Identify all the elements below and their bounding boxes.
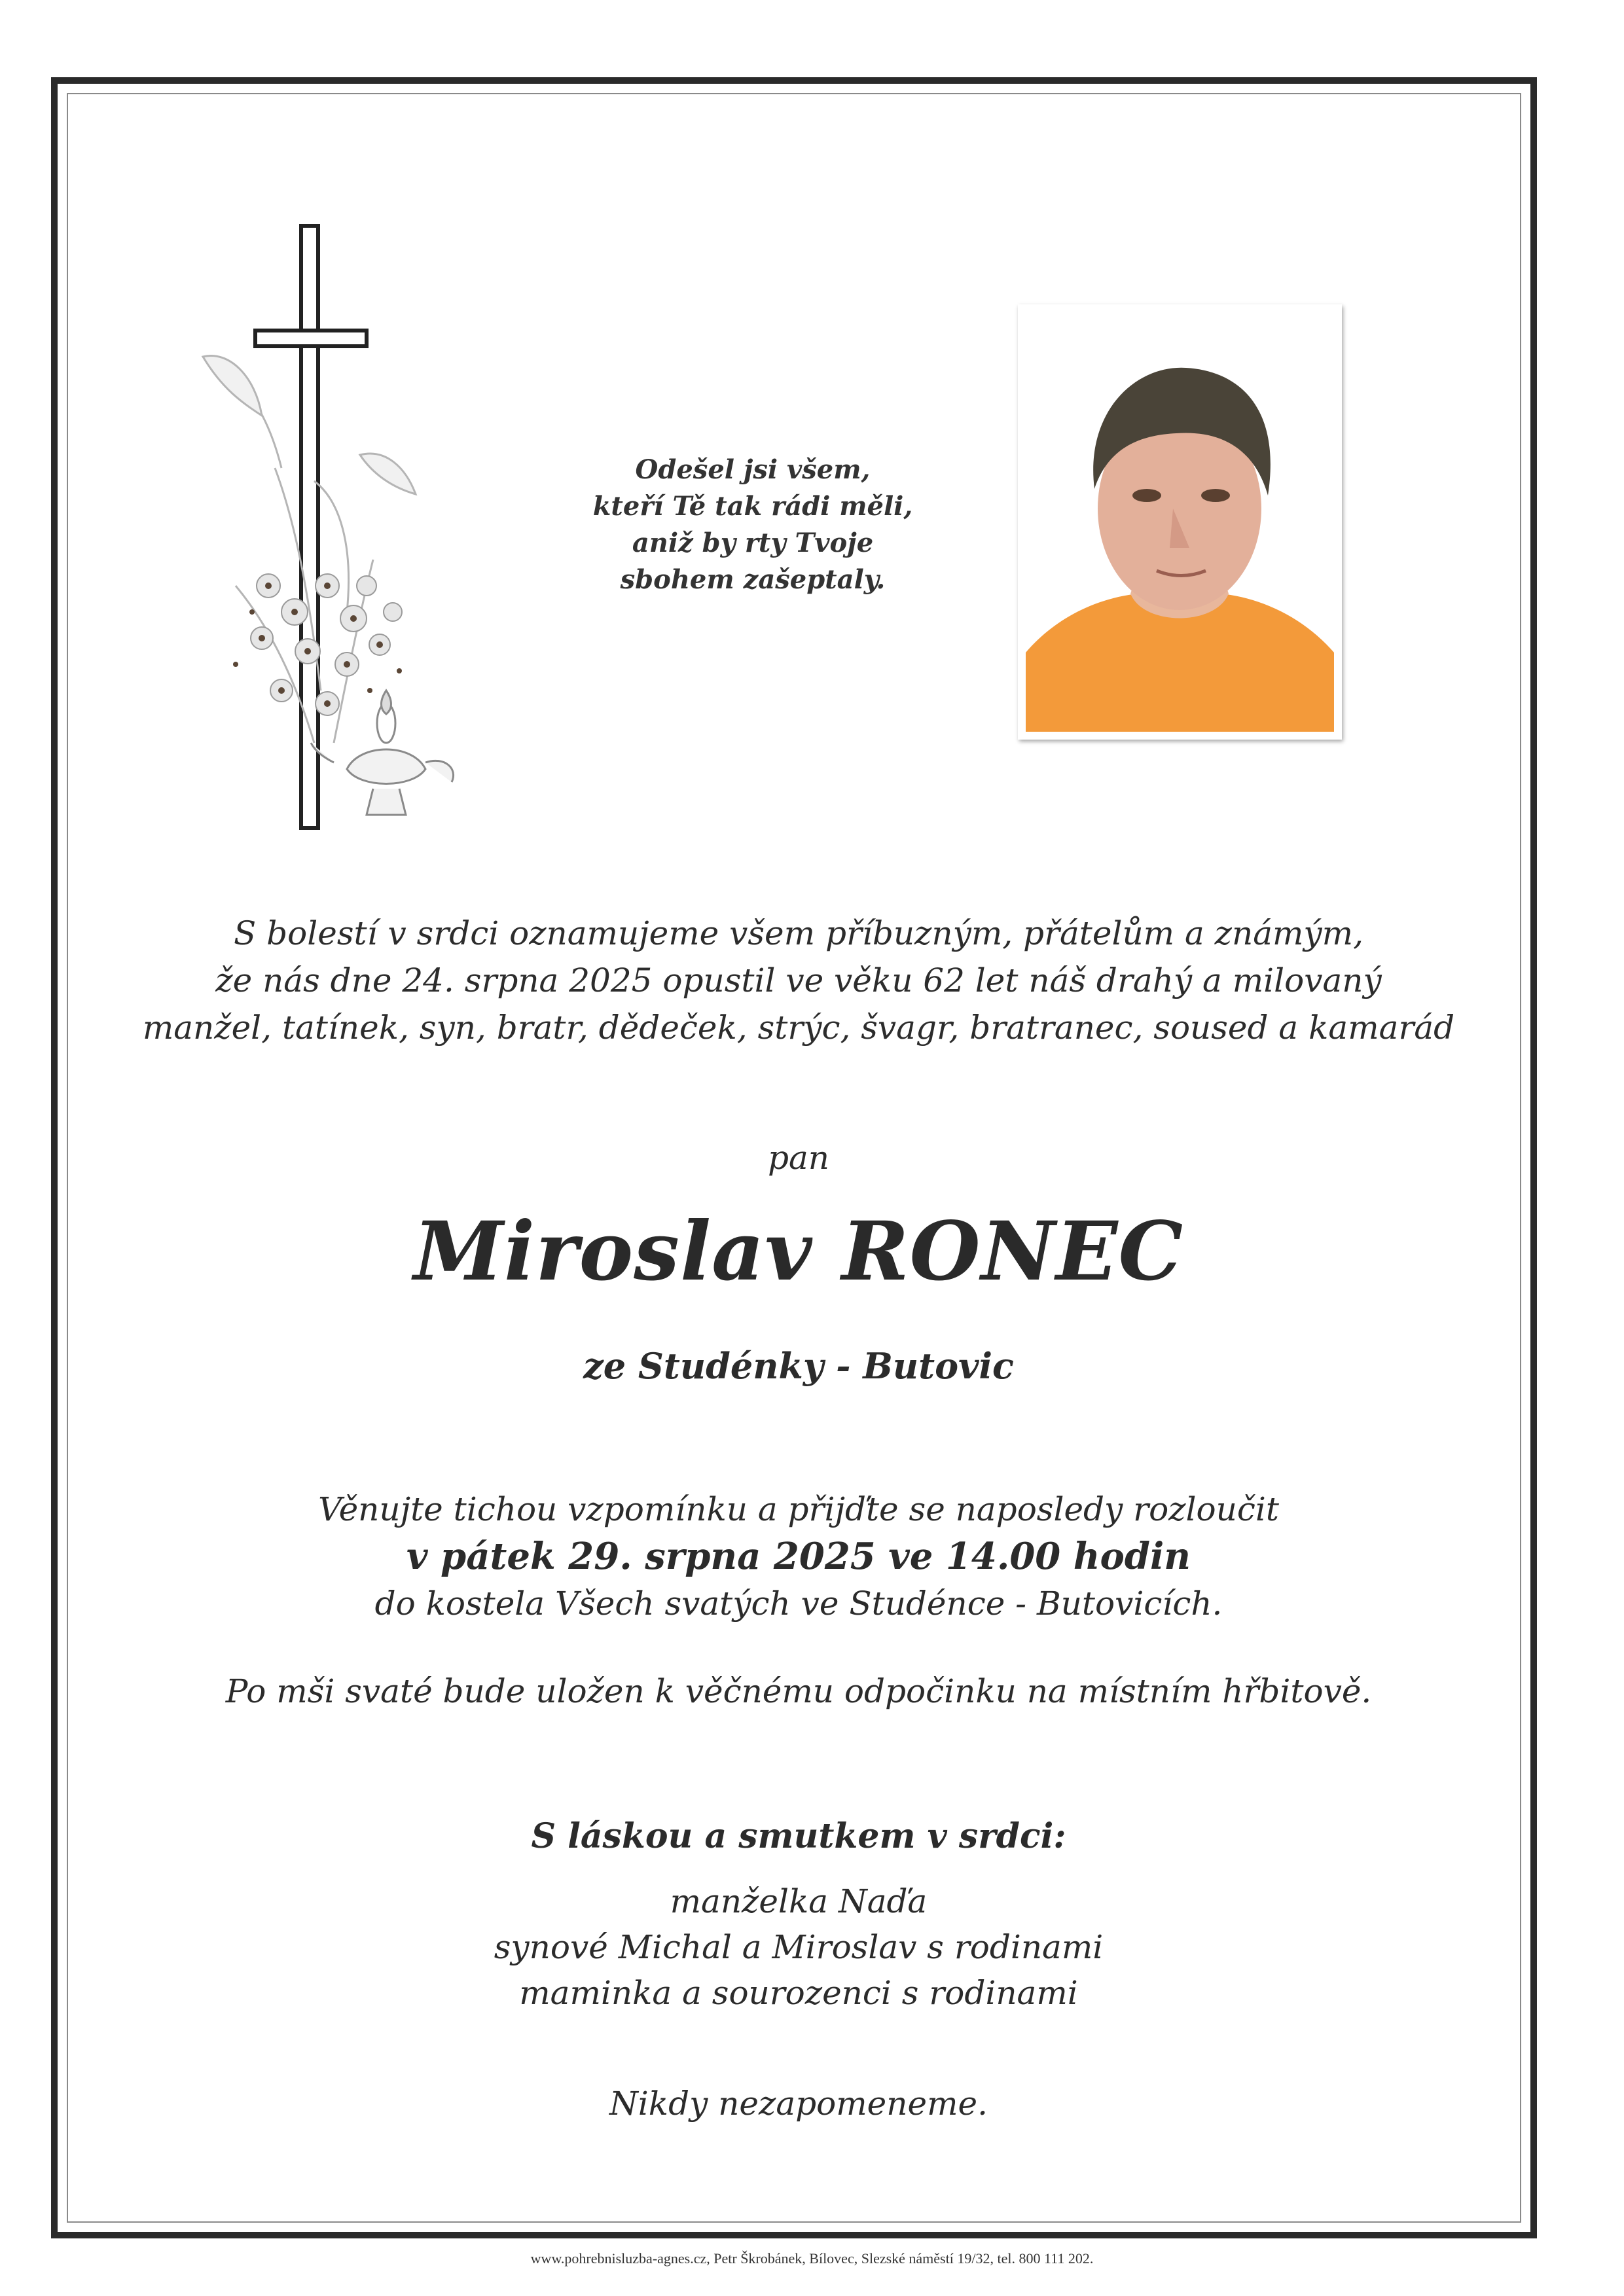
ceremony-date: v pátek 29. srpna 2025 ve 14.00 hodin <box>406 1535 1191 1578</box>
poem-line: aniž by rty Tvoje <box>632 528 874 558</box>
ceremony-line: Věnujte tichou vzpomínku a přijďte se naposledy rozloučit <box>318 1490 1279 1528</box>
cross-flowers-illustration <box>196 219 497 841</box>
announcement-text <box>118 910 1479 1051</box>
mourner-line: manželka Naďa <box>670 1882 928 1920</box>
announcement-line: manžel, tatínek, syn, bratr, dědeček, strýc, švagr, bratranec, soused a kamarád <box>142 1009 1455 1047</box>
poem <box>550 452 956 598</box>
mourners-heading: S láskou a smutkem v srdci: <box>531 1816 1066 1856</box>
mourners-list <box>118 1878 1479 2016</box>
poem-line: sbohem zašeptaly. <box>620 564 886 595</box>
poem-line: kteří Tě tak rádi měli, <box>592 491 913 522</box>
burial-info: Po mši svaté bude uložen k věčnému odpočinku na místním hřbitově. <box>225 1672 1372 1710</box>
deceased-name: Miroslav RONEC <box>413 1204 1184 1299</box>
deceased-title: pan <box>767 1139 830 1177</box>
announcement-line: že nás dne 24. srpna 2025 opustil ve věku 62 let náš drahý a milovaný <box>215 961 1382 999</box>
mourner-line: maminka a sourozenci s rodinami <box>519 1974 1078 2012</box>
portrait-image <box>1026 312 1334 732</box>
mourner-line: synové Michal a Miroslav s rodinami <box>494 1928 1104 1966</box>
announcement-line: S bolestí v srdci oznamujeme všem příbuzným, přátelům a známým, <box>234 914 1363 952</box>
portrait-photo <box>1018 304 1342 740</box>
cross-icon <box>255 226 367 828</box>
footer-imprint: www.pohrebnisluzba-agnes.cz, Petr Škrobánek, Bílovec, Slezské náměstí 19/32, tel. 800 111 202. <box>530 2250 1094 2267</box>
ceremony-info <box>118 1486 1479 1627</box>
deceased-origin: ze Studénky - Butovic <box>583 1345 1014 1387</box>
ceremony-place: do kostela Všech svatých ve Studénce - Butovicích. <box>374 1585 1223 1623</box>
closing-line: Nikdy nezapomeneme. <box>609 2085 988 2123</box>
poem-line: Odešel jsi všem, <box>635 454 871 485</box>
